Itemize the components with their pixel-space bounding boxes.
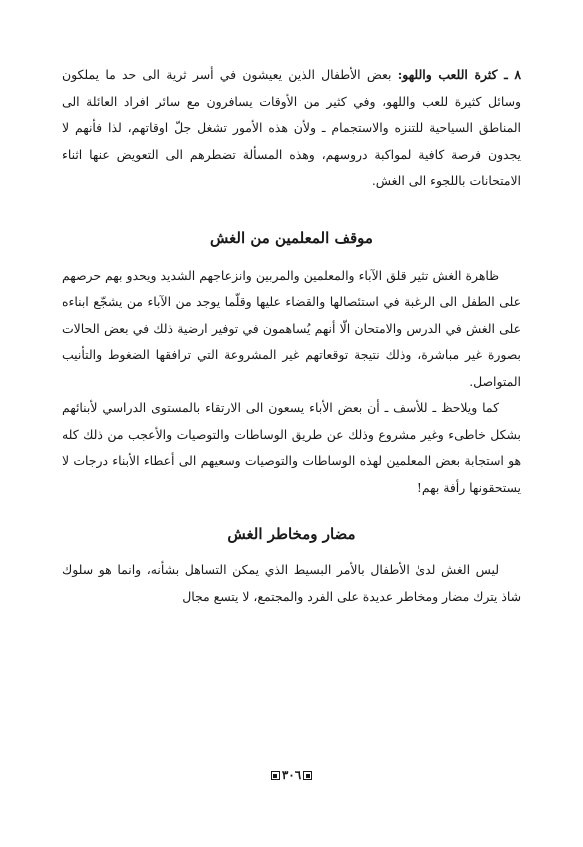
dangers-paragraph-1: ليس الغش لدىٰ الأطفال بالأمر البسيط الذي يمكن التساهل بشأنه، وانما هو سلوك شاذ يترك مضار ومخاطر عديدة على الفرد والمجتمع، لا يتسع مجال [62, 562, 521, 604]
intro-paragraph [62, 62, 521, 195]
page-number-ornament-left [271, 771, 280, 780]
page-content [62, 62, 521, 610]
intro-lead: ٨ ـ كثرة اللعب واللهو: [397, 67, 521, 82]
page-number-text: ٣٠٦ [281, 768, 302, 782]
page-number-ornament-right [303, 771, 312, 780]
teachers-heading: موقف المعلمين من الغش [210, 228, 373, 247]
teachers-paragraph-1: ظاهرة الغش تثير قلق الآباء والمعلمين والمربين وانزعاجهم الشديد ويحدو بهم حرصهم على الطفل الى الرغبة في استئصالها والقضاء عليها وقلّما يوجد من الآباء من يشجّع ابناءه على الغش في الدرس والامتحان الّا أنهم يُساهمون في توفير ارضية ذلك في بعض الحالات بصورة غير مباشرة، وذلك نتيجة توقعاتهم غير المشروعة التي ترافقها الضغوط والتأنيب المتواصل. [62, 267, 521, 389]
page-number [0, 768, 583, 782]
dangers-heading: مضار ومخاطر الغش [227, 525, 356, 543]
teachers-paragraph-2: كما ويلاحظ ـ للأسف ـ أن بعض الأباء يسعون الى الارتقاء بالمستوى الدراسي لأبنائهم بشكل خاطىء وغير مشروع وذلك عن طريق الوساطات والتوصيات والأعجب من ذلك كله هو استجابة بعض المعلمين لهذه الوساطات والتوصيات وسعيهم الى أعطاء الأبناء درجات لا يستحقونها رأفة بهم! [62, 400, 521, 495]
intro-text: بعض الأطفال الذين يعيشون في أسر ثرية الى حد ما يملكون وسائل كثيرة للعب واللهو، وفي كثير من الأوقات يسافرون مع سائر افراد العائلة الى المناطق السياحية للتنزه والاستجمام ـ ولأن هذه الأمور تشغل جلّ اوقاتهم، لذا فأنهم لا يجدون فرصة كافية لمواكبة دروسهم، وهذه المسألة تضطرهم الى التعويض عنها اثناء الامتحانات باللجوء الى الغش. [62, 67, 521, 188]
